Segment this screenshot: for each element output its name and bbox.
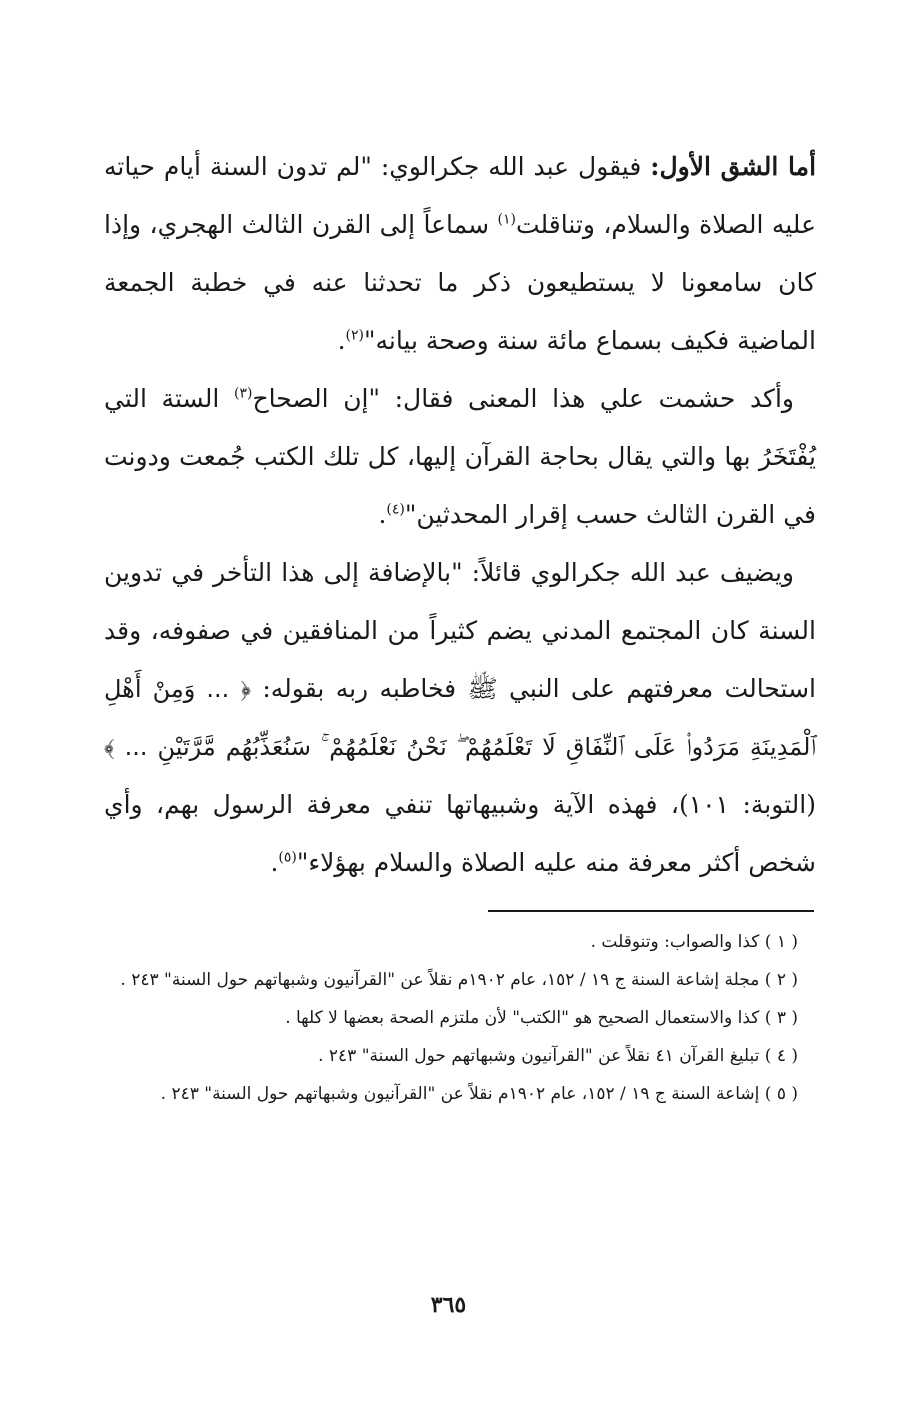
footnote-1: ( ١ ) كذا والصواب: وتنوقلت . — [590, 932, 798, 952]
paragraph-3-text: ويضيف عبد الله جكرالوي قائلاً: "بالإضافة إلى هذا التأخر في تدوين السنة كان المجتمع المدني يضم كثيراً من المنافقين في صفوفه، وقد استحالت معرفتهم على النبي ﷺ فخاطبه ربه بقوله: — [104, 558, 816, 703]
footnotes — [104, 923, 816, 1113]
paragraph-3-text-2: (التوبة: ١٠١)، فهذه الآية وشبيهاتها تنفي معرفة الرسول بهم، وأي شخص أكثر معرفة منه عليه الصلاة والسلام بهؤلاء" — [104, 790, 816, 877]
paragraph-2 — [104, 370, 816, 544]
footnote-2: ( ٢ ) مجلة إشاعة السنة ج ١٩ / ١٥٢، عام ١٩٠٢م نقلاً عن "القرآنيون وشبهاتهم حول السنة" ٢٤٣ . — [120, 970, 798, 990]
paragraph-2-end: . — [378, 500, 387, 529]
footnote-3: ( ٣ ) كذا والاستعمال الصحيح هو "الكتب" لأن ملتزم الصحة بعضها لا كلها . — [285, 1008, 798, 1028]
paragraph-3-end: . — [270, 848, 279, 877]
quran-verse: ﴿ ... وَمِنْ أَهْلِ ٱلْمَدِينَةِ مَرَدُوا۟ عَلَى ٱلنِّفَاقِ لَا تَعْلَمُهُمْ ۖ نَحْنُ نَعْلَمُهُمْ ۚ سَنُعَذِّبُهُم مَّرَّتَيْنِ ... ﴾ — [104, 675, 816, 761]
footnote-5: ( ٥ ) إشاعة السنة ج ١٩ / ١٥٢، عام ١٩٠٢م نقلاً عن "القرآنيون وشبهاتهم حول السنة" ٢٤٣ . — [160, 1084, 798, 1104]
footnote-ref-3: (٣) — [233, 385, 253, 402]
section-lead: أما الشق الأول: — [650, 152, 817, 181]
footnote-4: ( ٤ ) تبليغ القرآن ٤١ نقلاً عن "القرآنيون وشبهاتهم حول السنة" ٢٤٣ . — [318, 1046, 798, 1066]
paragraph-1-end: . — [337, 326, 346, 355]
main-text — [104, 138, 816, 892]
paragraph-1 — [104, 138, 816, 370]
page-number: ٣٦٥ — [430, 1292, 467, 1318]
paragraph-3 — [104, 544, 816, 892]
footnote-ref-4: (٤) — [386, 501, 405, 518]
footnote-ref-2: (٢) — [345, 327, 364, 344]
footnote-ref-1: (١) — [497, 211, 516, 228]
paragraph-1-text-2: سماعاً إلى القرن الثالث الهجري، وإذا كان سامعونا لا يستطيعون ذكر ما تحدثنا عنه في خطبة الجمعة الماضية فكيف بسماع مائة سنة وصحة بيانه" — [104, 210, 816, 355]
paragraph-2-text-2: الستة التي يُفْتَخَرُ بها والتي يقال بحاجة القرآن إليها، كل تلك الكتب جُمعت ودونت في القرن الثالث حسب إقرار المحدثين" — [104, 384, 816, 529]
footnote-ref-5: (٥) — [278, 849, 297, 866]
paragraph-1-text: فيقول عبد الله جكرالوي: "لم تدون السنة أيام حياته عليه الصلاة والسلام، وتناقلت — [104, 152, 816, 239]
footnote-separator — [488, 910, 814, 912]
paragraph-2-text: وأكد حشمت علي هذا المعنى فقال: "إن الصحاح — [252, 384, 794, 413]
